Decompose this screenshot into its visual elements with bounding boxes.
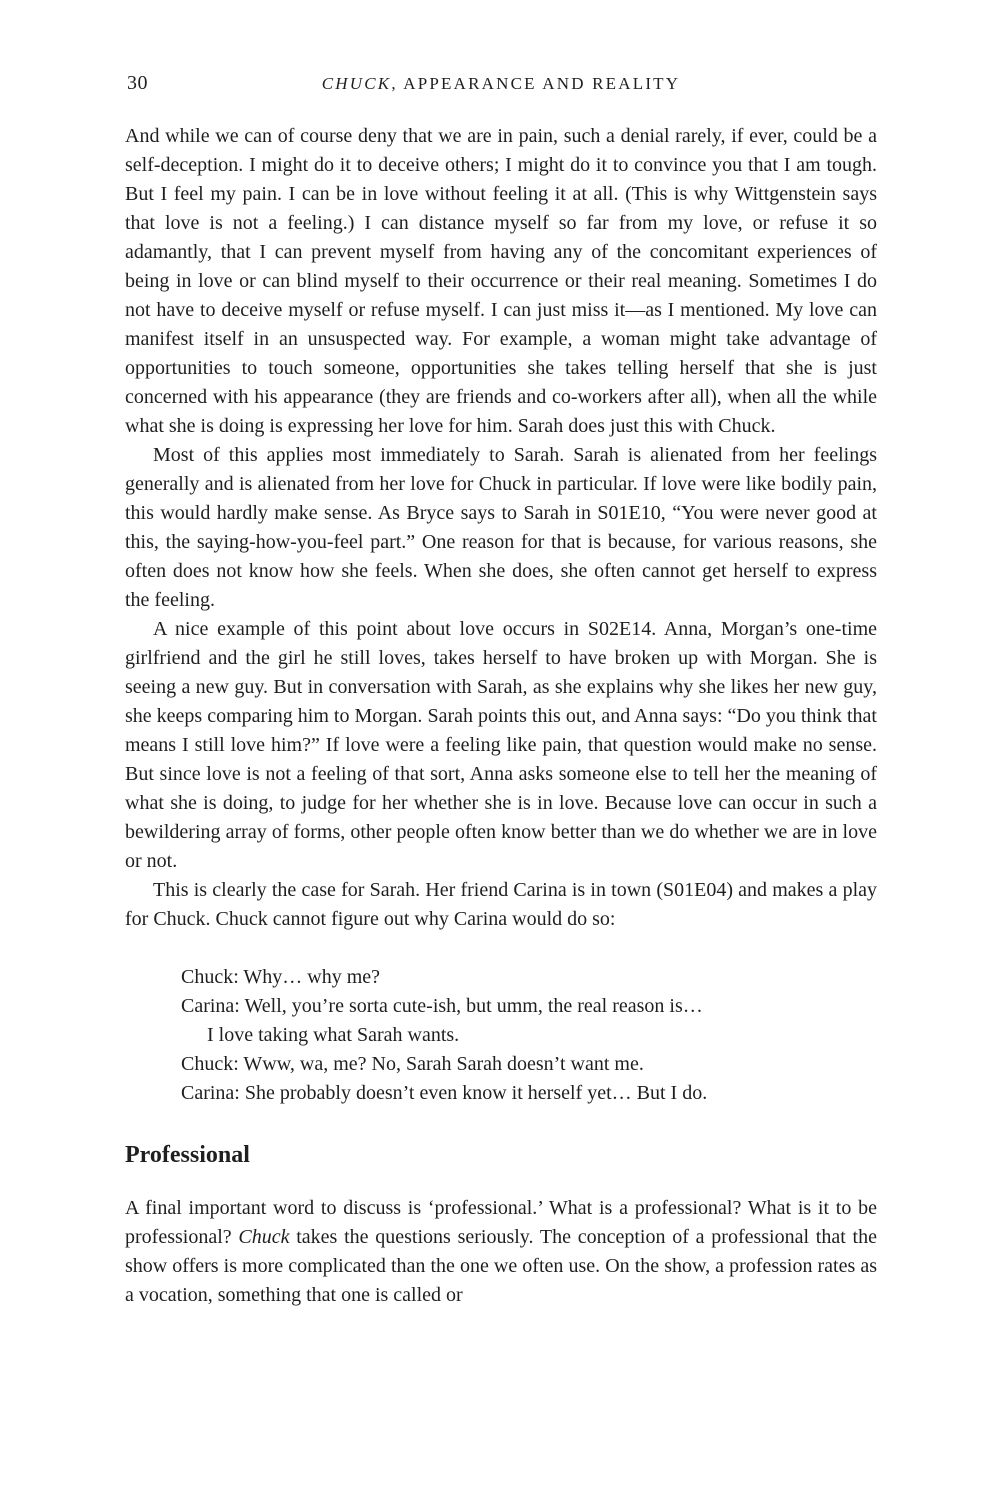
running-header-title-rest: , APPEARANCE AND REALITY [391,74,681,93]
page-body [125,122,877,1310]
running-header-title [125,70,877,94]
paragraph-2: Most of this applies most immediately to Sarah. Sarah is alienated from her feelings generally and is alienated from her love for Chuck in particular. If love were like bodily pain, this would hardly make sense. As Bryce says to Sarah in S01E10, “You were never good at this, the saying-how-you-feel part.” One reason for that is because, for various reasons, she often does not know how she feels. When she does, she often cannot get herself to express the feeling. [125,444,877,611]
paragraph-1: And while we can of course deny that we are in pain, such a denial rarely, if ever, could be a self-deception. I might do it to deceive others; I might do it to convince you that I am tough. But I feel my pain. I can be in love without feeling it at all. (This is why Wittgenstein says that love is not a feeling.) I can distance myself so far from my love, or refuse it so adamantly, that I can prevent myself from having any of the concomitant experiences of being in love or can blind myself to their occurrence or their real meaning. Sometimes I do not have to deceive myself or refuse myself. I can just miss it—as I mentioned. My love can manifest itself in an unsuspected way. For example, a woman might take advantage of opportunities to touch someone, opportunities she takes telling herself that she is just concerned with his appearance (they are friends and co-workers after all), when all the while what she is doing is expressing her love for him. Sarah does just this with Chuck. [125,125,877,437]
text-column [125,70,877,1310]
dialogue-line-2: Carina: Well, you’re sorta cute-ish, but umm, the real reason is… [181,995,703,1017]
running-header [125,70,877,98]
dialogue-block [181,963,877,1108]
dialogue-line-3: Chuck: Www, wa, me? No, Sarah Sarah doesn’t want me. [181,1053,644,1075]
paragraph-5-after: takes the questions seriously. The conception of a professional that the show offers is more complicated than the one we often use. On the show, a profession rates as a vocation, something that one is called or [125,1226,877,1306]
dialogue-line-1: Chuck: Why… why me? [181,966,381,988]
dialogue-line-2-continuation: I love taking what Sarah wants. [207,1024,460,1046]
dialogue-line-4: Carina: She probably doesn’t even know it herself yet… But I do. [181,1082,708,1104]
page-number: 30 [127,72,148,94]
paragraph-4: This is clearly the case for Sarah. Her friend Carina is in town (S01E04) and makes a play for Chuck. Chuck cannot figure out why Carina would do so: [125,879,877,930]
running-header-title-italic: CHUCK [321,74,392,93]
paragraph-5-italic-title: Chuck [238,1226,290,1248]
section-heading: Professional [125,1142,250,1168]
paragraph-5 [125,1194,877,1310]
paragraph-3: A nice example of this point about love occurs in S02E14. Anna, Morgan’s one-time girlfriend and the girl he still loves, takes herself to have broken up with Morgan. She is seeing a new guy. But in conversation with Sarah, as she explains why she likes her new guy, she keeps comparing him to Morgan. Sarah points this out, and Anna says: “Do you think that means I still love him?” If love were a feeling like pain, that question would make no sense. But since love is not a feeling of that sort, Anna asks someone else to tell her the meaning of what she is doing, to judge for her whether she is in love. Because love can occur in such a bewildering array of forms, other people often know better than we do whether we are in love or not. [125,618,877,872]
paragraph-5-before: A final important word to discuss is ‘professional.’ What is a professional? What is it to be professional? [125,1197,877,1248]
